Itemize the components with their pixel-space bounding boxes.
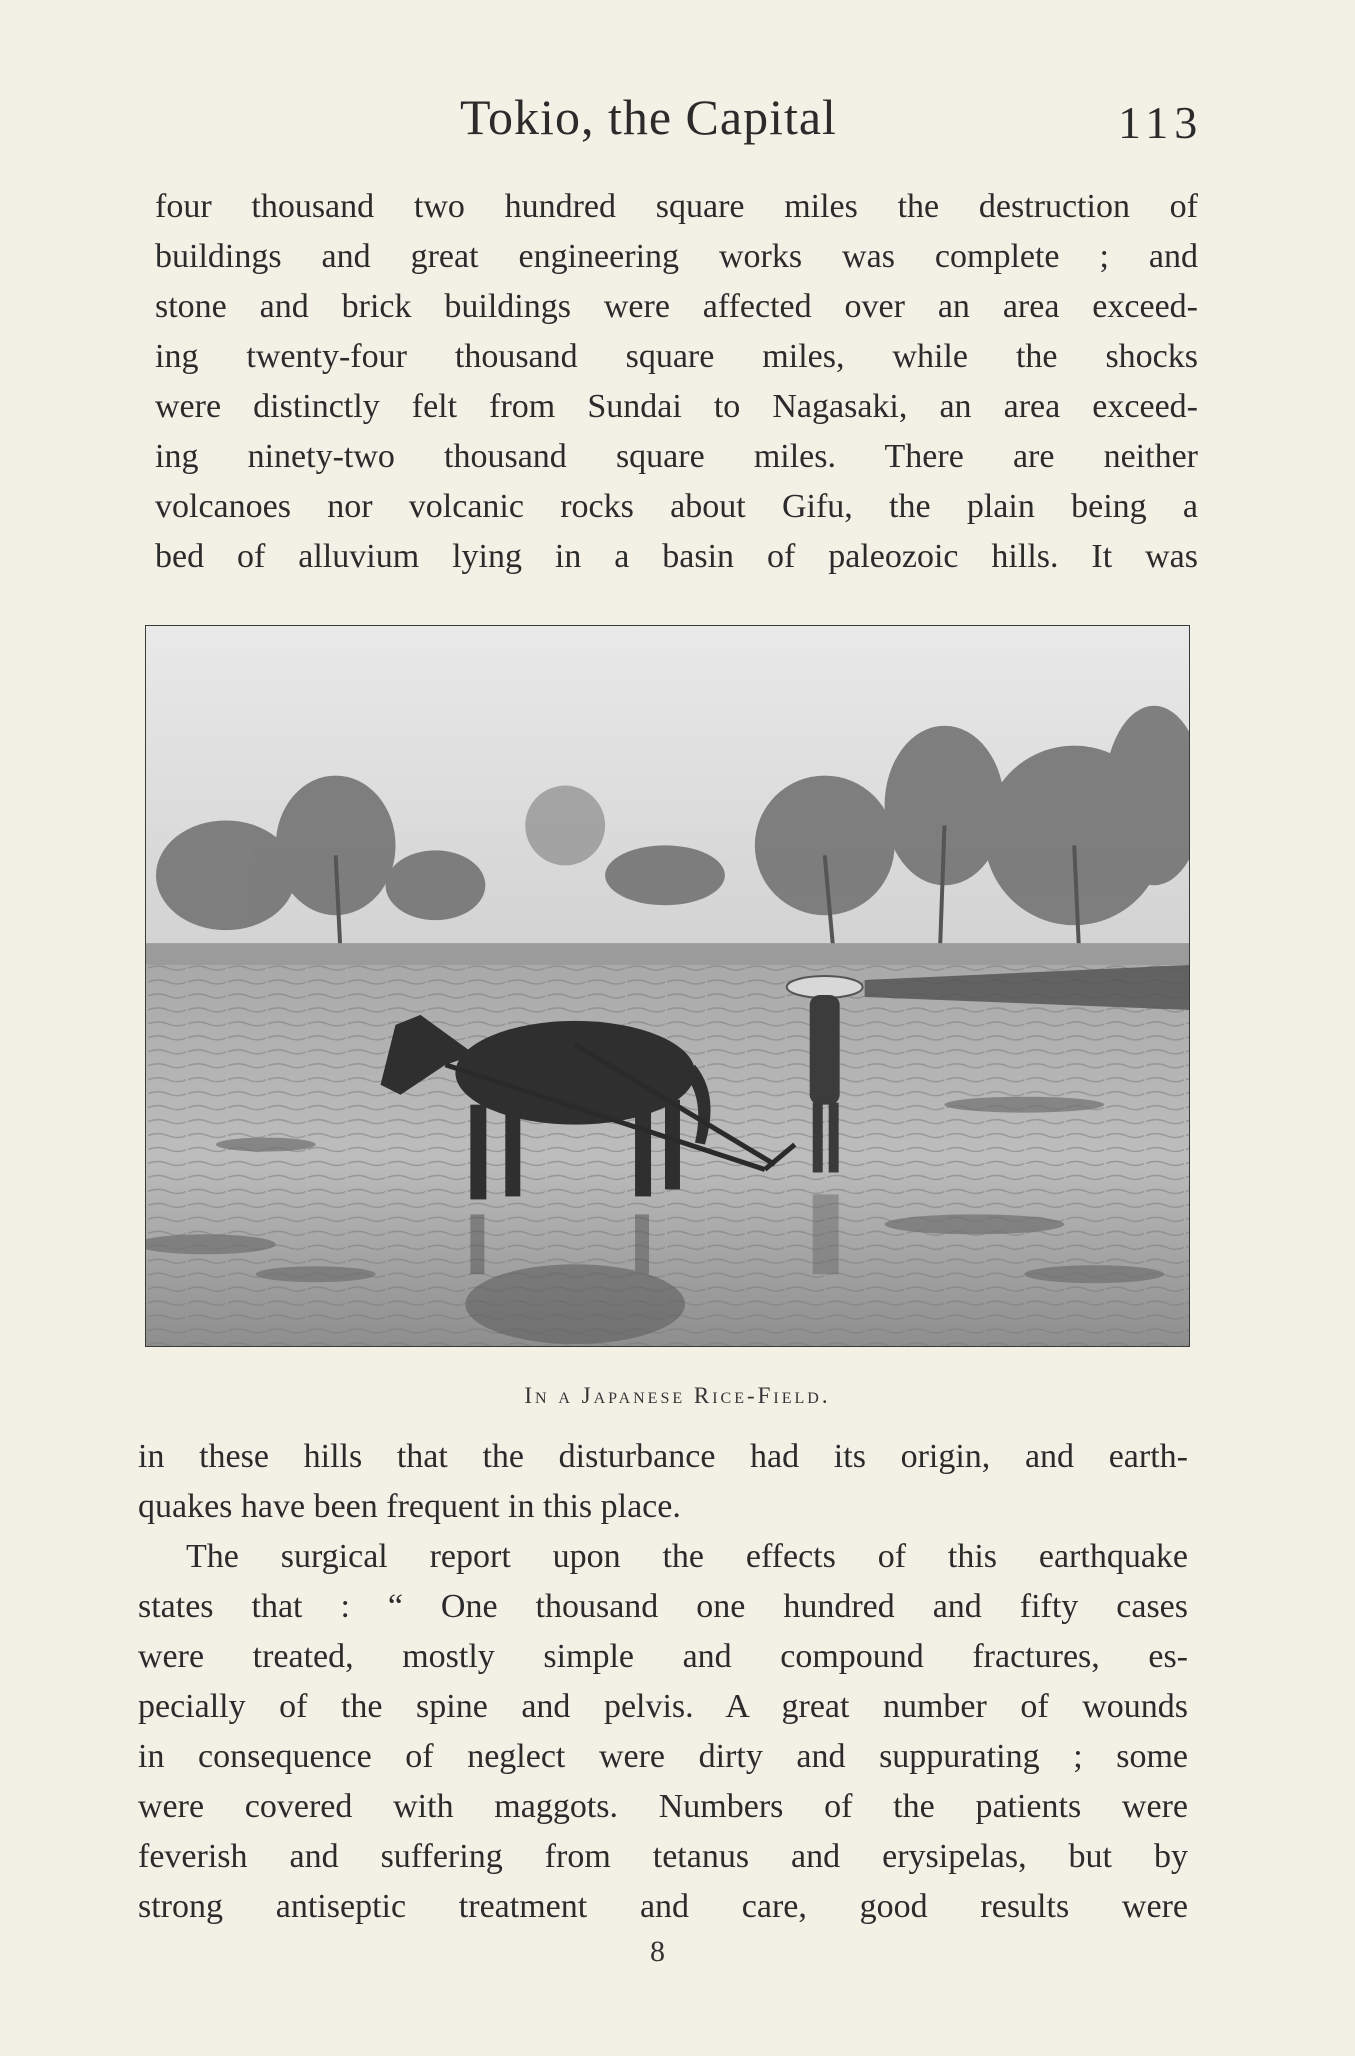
page-number: 113 xyxy=(1118,97,1204,148)
paragraph-surgical-report xyxy=(138,1532,1188,1932)
text-line: pecially of the spine and pelvis. A great number of wounds xyxy=(138,1688,1188,1725)
paragraph-continued xyxy=(155,182,1198,582)
farmer-reflection xyxy=(813,1194,839,1274)
text-line: states that : “ One thousand one hundred and fifty cases xyxy=(138,1588,1188,1625)
text-line: were treated, mostly simple and compound fractures, es- xyxy=(138,1638,1188,1675)
figure-caption: In a Japanese Rice-Field. xyxy=(524,1383,831,1408)
text-line: bed of alluvium lying in a basin of paleozoic hills. It was xyxy=(155,538,1198,575)
text-line: feverish and suffering from tetanus and erysipelas, but by xyxy=(138,1838,1188,1875)
signature-mark: 8 xyxy=(650,1935,665,1968)
paragraph-continuation xyxy=(138,1432,1188,1532)
text-line: ing twenty-four thousand square miles, while the shocks xyxy=(155,338,1198,375)
text-line: volcanoes nor volcanic rocks about Gifu, the plain being a xyxy=(155,488,1198,525)
text-line: four thousand two hundred square miles the destruction of xyxy=(155,188,1198,225)
page-header xyxy=(0,88,1355,158)
text-line: were covered with maggots. Numbers of the patients were xyxy=(138,1788,1188,1825)
rice-field-photograph xyxy=(145,625,1190,1347)
text-line: were distinctly felt from Sundai to Nagasaki, an area exceed- xyxy=(155,388,1198,425)
text-line: in consequence of neglect were dirty and suppurating ; some xyxy=(138,1738,1188,1775)
text-line: quakes have been frequent in this place. xyxy=(138,1488,681,1525)
embankment xyxy=(146,943,1189,965)
text-line: stone and brick buildings were affected over an area exceed- xyxy=(155,288,1198,325)
text-line: The surgical report upon the effects of this earthquake xyxy=(186,1538,1188,1575)
text-line: in these hills that the disturbance had its origin, and earth- xyxy=(138,1438,1188,1475)
text-line: strong antiseptic treatment and care, good results were xyxy=(138,1888,1188,1925)
text-line: ing ninety-two thousand square miles. There are neither xyxy=(155,438,1198,475)
running-title: Tokio, the Capital xyxy=(460,89,837,145)
text-line: buildings and great engineering works was complete ; and xyxy=(155,238,1198,275)
rice-field-illustration xyxy=(146,626,1189,1346)
